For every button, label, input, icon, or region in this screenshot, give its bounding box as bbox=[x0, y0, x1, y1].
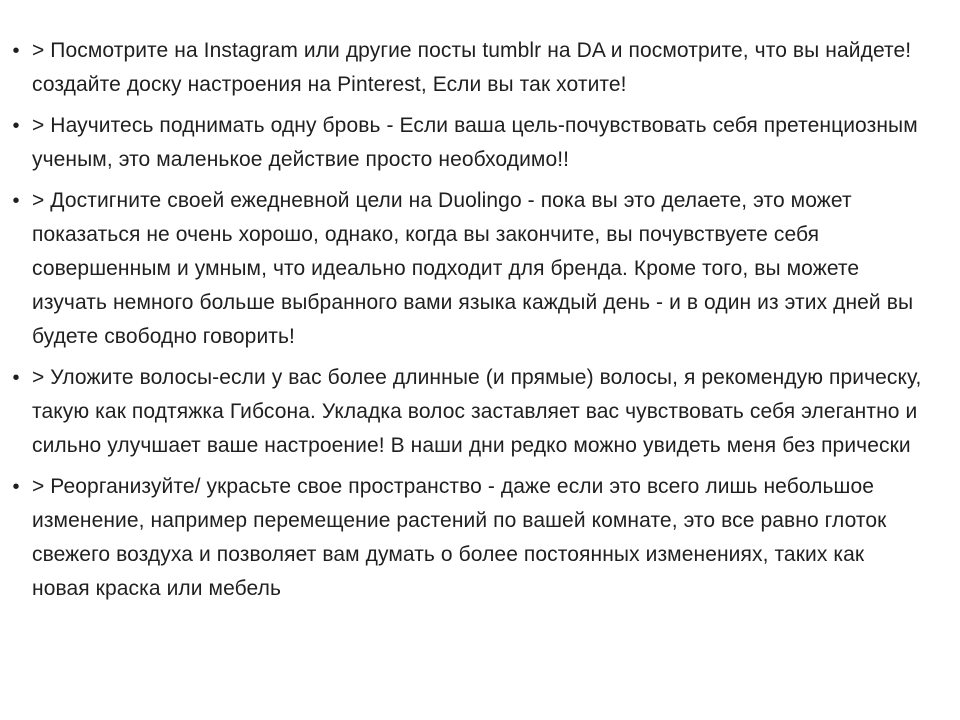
bullet-text: > Посмотрите на Instagram или другие посты tumblr на DA и посмотрите, что вы найдете! создайте доску настроения на Pinterest, Если вы так хотите! bbox=[32, 39, 912, 96]
bullet-dot-icon: • bbox=[12, 40, 20, 62]
bullet-item-space bbox=[8, 470, 923, 606]
bullet-text: > Уложите волосы-если у вас более длинные (и прямые) волосы, я рекомендую прическу, такую как подтяжка Гибсона. Укладка волос заставляет вас чувствовать себя элегантно и сильно улучшает ваше настроение! В наши дни редко можно увидеть меня без прически bbox=[32, 366, 922, 457]
bullet-text: > Достигните своей ежедневной цели на Duolingo - пока вы это делаете, это может показаться не очень хорошо, однако, когда вы закончите, вы почувствуете себя совершенным и умным, что идеально подходит для бренда. Кроме того, вы можете изучать немного больше выбранного вами языка каждый день - и в один из этих дней вы будете свободно говорить! bbox=[32, 189, 914, 348]
bullet-dot-icon: • bbox=[12, 190, 20, 212]
bullet-text: > Реорганизуйте/ украсьте свое пространство - даже если это всего лишь небольшое изменение, например перемещение растений по вашей комнате, это все равно глоток свежего воздуха и позволяет вам думать о более постоянных изменениях, таких как новая краска или мебель bbox=[32, 475, 887, 600]
bullet-item-instagram bbox=[8, 34, 923, 102]
bullet-item-eyebrow bbox=[8, 109, 923, 177]
bullet-list bbox=[8, 34, 923, 613]
bullet-dot-icon: • bbox=[12, 367, 20, 389]
bullet-item-hair bbox=[8, 361, 923, 463]
bullet-dot-icon: • bbox=[12, 115, 20, 137]
bullet-dot-icon: • bbox=[12, 476, 20, 498]
bullet-item-duolingo bbox=[8, 184, 923, 354]
bullet-text: > Научитесь поднимать одну бровь - Если ваша цель-почувствовать себя претенциозным ученым, это маленькое действие просто необходимо!! bbox=[32, 114, 918, 171]
